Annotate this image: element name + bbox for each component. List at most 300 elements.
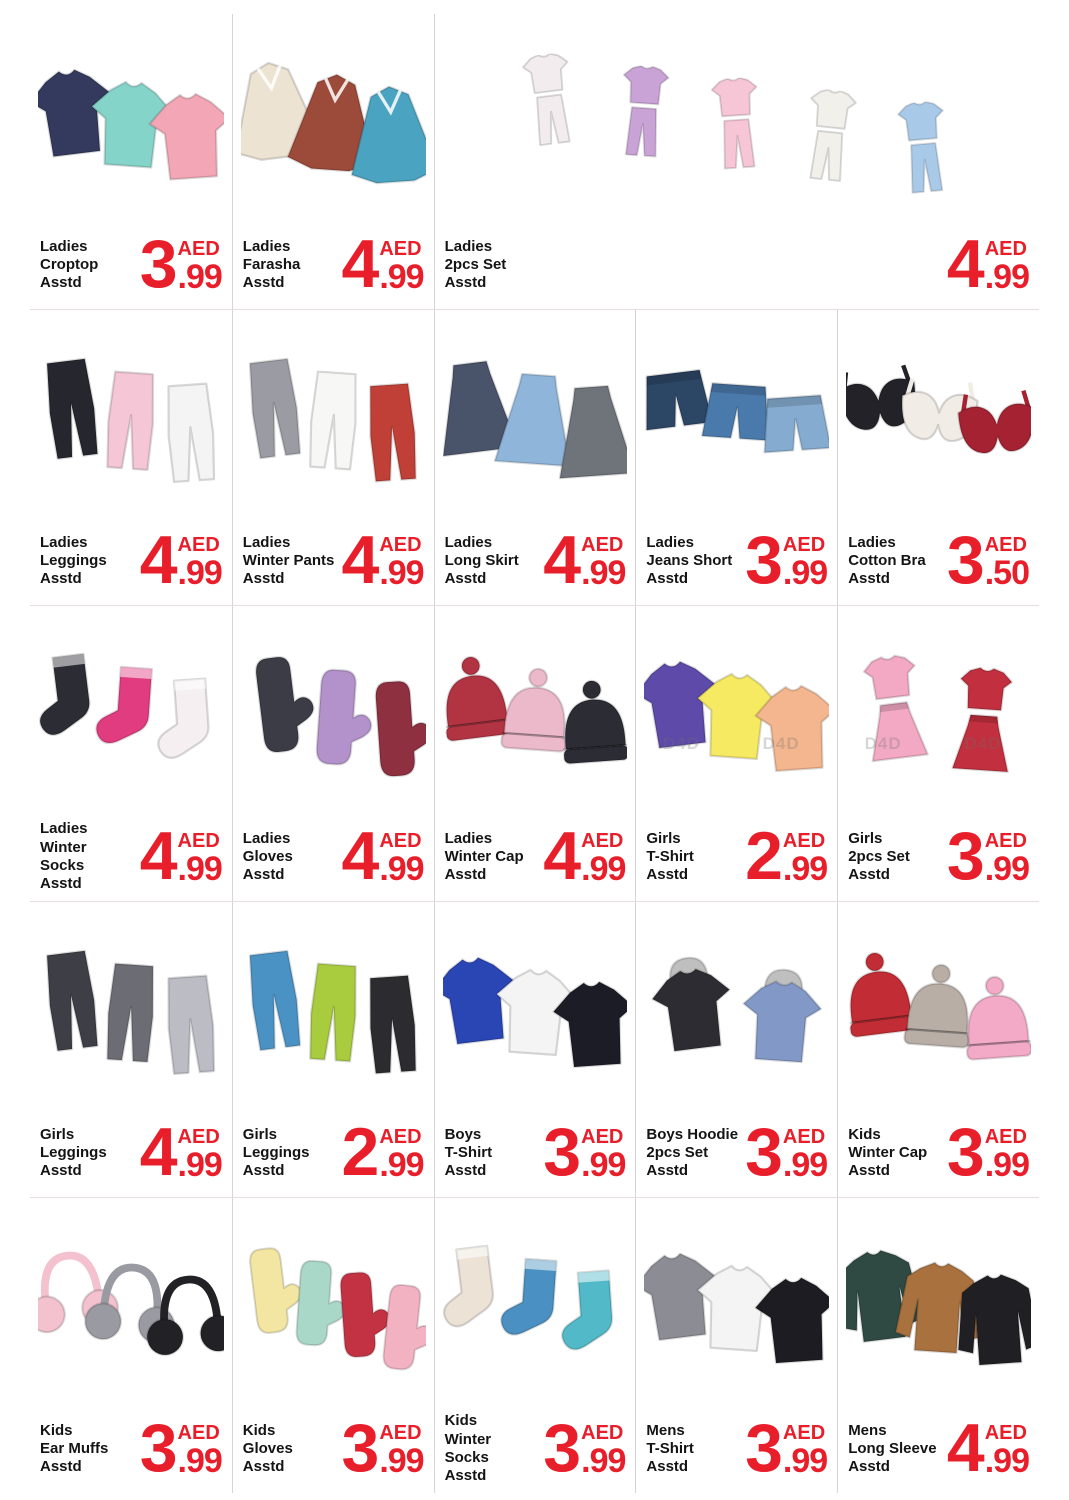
- product-card: [30, 310, 232, 605]
- product-price: [745, 522, 828, 599]
- price-side: [177, 534, 222, 592]
- product-price: [543, 1410, 626, 1487]
- product-label-line: Ladies: [242, 237, 291, 255]
- product-card: [635, 1198, 837, 1493]
- product-caption: [38, 1114, 224, 1191]
- shorts-garment-icon: [737, 373, 829, 491]
- product-caption: [241, 522, 426, 599]
- sock-garment-icon: [131, 669, 224, 788]
- price-side: [984, 238, 1029, 296]
- product-card: [635, 310, 837, 605]
- product-price: [341, 522, 424, 599]
- product-card: [434, 902, 636, 1197]
- price-currency: AED: [177, 238, 220, 260]
- product-label-line: Ladies: [444, 533, 493, 551]
- price-cents: .99: [581, 553, 626, 592]
- product-label-line: Ladies: [444, 237, 493, 255]
- price-whole: 4: [139, 1114, 175, 1191]
- product-label-line: Asstd: [40, 1458, 82, 1476]
- product-label: [646, 534, 732, 589]
- product-label-line: Asstd: [848, 1458, 890, 1476]
- price-currency: AED: [782, 1126, 826, 1148]
- bra-garment-icon: [939, 373, 1031, 491]
- glove-garment-icon: [333, 669, 425, 787]
- product-photo: [38, 20, 224, 229]
- pants-garment-icon: [333, 373, 425, 491]
- skirt-garment-icon: [535, 373, 627, 491]
- product-row: [30, 901, 1039, 1197]
- product-label-line: Asstd: [444, 1467, 487, 1485]
- photo-watermark: D4D: [762, 734, 800, 754]
- price-currency: AED: [177, 1126, 220, 1148]
- product-caption: [241, 1114, 426, 1191]
- pajama-garment-icon: [498, 48, 602, 152]
- product-label: [243, 830, 293, 885]
- product-label: [848, 1422, 936, 1477]
- product-price: [946, 226, 1029, 303]
- product-photo: [846, 316, 1031, 525]
- price-currency: AED: [177, 534, 220, 556]
- price-whole: 2: [341, 1114, 377, 1191]
- product-price: [745, 818, 828, 895]
- product-price: [139, 818, 222, 895]
- price-cents: .99: [984, 849, 1029, 888]
- product-price: [139, 1114, 222, 1191]
- product-label-line: Boys: [444, 1125, 482, 1143]
- product-label-line: Winter Cap: [444, 847, 524, 865]
- product-label: [40, 820, 134, 893]
- product-label-line: Asstd: [646, 1458, 689, 1476]
- longsleeve-garment-icon: [939, 1261, 1031, 1379]
- price-side: [379, 830, 424, 888]
- beanie-garment-icon: [535, 669, 627, 787]
- price-cents: .99: [782, 1441, 828, 1480]
- price-currency: AED: [581, 1126, 624, 1148]
- product-label: [445, 534, 519, 589]
- price-side: [581, 830, 626, 888]
- earmuff-garment-icon: [131, 1261, 224, 1380]
- price-side: [379, 1422, 424, 1480]
- product-card: [434, 310, 636, 605]
- pajama-garment-icon: [687, 75, 787, 175]
- product-label-line: Gloves: [242, 1439, 293, 1457]
- product-label-line: Gloves: [242, 847, 293, 865]
- product-row: [30, 309, 1039, 605]
- product-photo: [846, 908, 1031, 1117]
- product-row: [30, 1197, 1039, 1493]
- product-caption: [644, 1114, 829, 1191]
- price-whole: 4: [946, 1410, 982, 1487]
- price-side: [177, 1422, 222, 1480]
- price-currency: AED: [581, 830, 624, 852]
- price-whole: 4: [946, 226, 982, 303]
- product-card: [30, 902, 232, 1197]
- price-side: [379, 238, 424, 296]
- product-label: [445, 830, 524, 885]
- price-side: [984, 534, 1029, 592]
- product-label-line: Winter Cap: [848, 1143, 928, 1161]
- product-price: [745, 1114, 828, 1191]
- price-whole: 3: [745, 1410, 780, 1487]
- product-photo: [38, 316, 224, 525]
- price-cents: .99: [379, 1145, 424, 1184]
- product-label-line: Ladies: [242, 829, 291, 847]
- product-price: [543, 1114, 626, 1191]
- product-card: [837, 606, 1039, 901]
- product-label-line: Asstd: [40, 274, 82, 292]
- price-side: [782, 1126, 828, 1184]
- price-cents: .99: [379, 1441, 424, 1480]
- product-label-line: Boys Hoodie: [646, 1125, 739, 1143]
- price-side: [581, 1126, 626, 1184]
- price-side: [177, 830, 222, 888]
- price-currency: AED: [177, 1422, 220, 1444]
- product-price: [946, 818, 1029, 895]
- product-card: [232, 310, 434, 605]
- pajama-garment-icon: [779, 85, 882, 188]
- price-whole: 3: [139, 226, 175, 303]
- product-label-line: Asstd: [848, 1162, 890, 1180]
- price-currency: AED: [984, 1422, 1027, 1444]
- product-label-line: Asstd: [646, 570, 689, 588]
- product-row: [30, 14, 1039, 309]
- tshirt-garment-icon: [737, 1261, 829, 1379]
- product-label-line: Asstd: [848, 570, 890, 588]
- product-label-line: T-Shirt: [646, 1439, 694, 1457]
- photo-watermark: D4D: [662, 734, 700, 754]
- product-price: [946, 1410, 1029, 1487]
- price-cents: .99: [177, 553, 222, 592]
- price-whole: 2: [745, 818, 780, 895]
- price-whole: 3: [341, 1410, 377, 1487]
- price-whole: 3: [543, 1410, 579, 1487]
- price-currency: AED: [379, 830, 422, 852]
- price-whole: 4: [139, 818, 175, 895]
- price-side: [581, 534, 626, 592]
- product-card: [837, 902, 1039, 1197]
- product-card: [232, 902, 434, 1197]
- product-label-line: Girls: [848, 829, 883, 847]
- price-side: [782, 830, 828, 888]
- product-label-line: T-Shirt: [646, 847, 694, 865]
- pants-garment-icon: [131, 965, 224, 1084]
- set-garment-icon: [924, 663, 1031, 781]
- product-photo: [38, 612, 224, 821]
- product-label-line: Ladies: [444, 829, 493, 847]
- product-label-line: Leggings: [40, 551, 107, 569]
- price-whole: 4: [543, 522, 579, 599]
- price-currency: AED: [984, 534, 1027, 556]
- price-cents: .99: [177, 1145, 222, 1184]
- product-label-line: Asstd: [444, 274, 487, 292]
- price-cents: .99: [984, 1145, 1029, 1184]
- product-price: [341, 1410, 424, 1487]
- product-label: [40, 534, 107, 589]
- product-label-line: Kids: [848, 1125, 881, 1143]
- product-card: [232, 14, 434, 309]
- product-price: [543, 818, 626, 895]
- product-photo: [241, 20, 426, 229]
- price-whole: 4: [543, 818, 579, 895]
- product-label-line: Winter Socks: [40, 838, 87, 874]
- product-caption: [443, 1114, 628, 1191]
- product-label-line: Ladies: [646, 533, 694, 551]
- product-photo: [38, 1204, 224, 1413]
- product-label-line: 2pcs Set: [848, 847, 910, 865]
- product-label: [445, 238, 507, 293]
- price-currency: AED: [984, 1126, 1027, 1148]
- price-whole: 4: [341, 818, 377, 895]
- product-label-line: Mens: [646, 1421, 685, 1439]
- product-label-line: Asstd: [848, 866, 890, 884]
- product-label-line: Cotton Bra: [848, 551, 926, 569]
- price-side: [984, 1126, 1029, 1184]
- price-whole: 3: [745, 1114, 780, 1191]
- product-label-line: Asstd: [242, 866, 285, 884]
- price-side: [984, 1422, 1029, 1480]
- price-currency: AED: [984, 830, 1027, 852]
- product-price: [139, 1410, 222, 1487]
- price-whole: 3: [543, 1114, 579, 1191]
- product-photo: [846, 612, 1031, 821]
- product-card: [434, 606, 636, 901]
- product-photo: [644, 908, 829, 1117]
- product-caption: [38, 226, 224, 303]
- price-cents: .99: [782, 849, 828, 888]
- price-whole: 4: [341, 522, 377, 599]
- product-photo: [443, 316, 628, 525]
- product-label: [243, 1422, 293, 1477]
- product-card: [434, 14, 1039, 309]
- product-label-line: Ladies: [40, 533, 88, 551]
- product-label-line: Long Sleeve: [848, 1439, 937, 1457]
- product-card: [635, 902, 837, 1197]
- product-caption: [443, 1410, 628, 1487]
- product-label-line: Girls: [40, 1125, 75, 1143]
- product-photo: [241, 612, 426, 821]
- product-label-line: Asstd: [444, 1162, 487, 1180]
- product-label-line: Farasha: [242, 255, 301, 273]
- price-cents: .99: [581, 1145, 626, 1184]
- product-label-line: 2pcs Set: [444, 255, 507, 273]
- price-whole: 3: [139, 1410, 175, 1487]
- price-currency: AED: [782, 830, 826, 852]
- product-label-line: Mens: [848, 1421, 887, 1439]
- price-currency: AED: [581, 1422, 624, 1444]
- product-label-line: Asstd: [242, 274, 285, 292]
- product-caption: [846, 1114, 1031, 1191]
- product-label: [243, 1126, 310, 1181]
- product-label: [646, 1422, 694, 1477]
- price-currency: AED: [782, 534, 826, 556]
- product-label: [848, 534, 926, 589]
- product-label-line: Ladies: [848, 533, 896, 551]
- product-price: [946, 522, 1029, 599]
- product-label-line: 2pcs Set: [646, 1143, 709, 1161]
- price-side: [177, 238, 222, 296]
- product-label-line: Asstd: [242, 570, 285, 588]
- product-price: [341, 818, 424, 895]
- price-side: [379, 534, 424, 592]
- product-caption: [38, 818, 224, 895]
- product-price: [139, 226, 222, 303]
- product-label: [40, 1422, 108, 1477]
- product-caption: [443, 818, 628, 895]
- product-caption: [241, 226, 426, 303]
- product-label-line: Girls: [242, 1125, 277, 1143]
- price-cents: .99: [581, 1441, 626, 1480]
- price-side: [581, 1422, 626, 1480]
- product-label-line: Leggings: [242, 1143, 310, 1161]
- price-cents: .99: [177, 1441, 222, 1480]
- product-label-line: Kids: [242, 1421, 276, 1439]
- pants-garment-icon: [333, 965, 425, 1083]
- price-cents: .99: [379, 553, 424, 592]
- product-label-line: T-Shirt: [444, 1143, 493, 1161]
- product-label: [40, 238, 98, 293]
- product-caption: [644, 1410, 829, 1487]
- product-label-line: Long Skirt: [444, 551, 519, 569]
- product-label-line: Ladies: [40, 237, 88, 255]
- product-card: [635, 606, 837, 901]
- product-photo: [241, 316, 426, 525]
- price-whole: 4: [341, 226, 377, 303]
- product-card: [837, 1198, 1039, 1493]
- product-label-line: Ear Muffs: [40, 1439, 109, 1457]
- price-cents: .50: [984, 553, 1029, 592]
- product-photo: [241, 1204, 426, 1413]
- price-currency: AED: [984, 238, 1027, 260]
- price-side: [782, 534, 828, 592]
- product-card: [434, 1198, 636, 1493]
- beanie-garment-icon: [939, 965, 1031, 1083]
- price-cents: .99: [581, 849, 626, 888]
- product-caption: [241, 1410, 426, 1487]
- product-price: [543, 522, 626, 599]
- pants-garment-icon: [131, 373, 224, 492]
- tshirt-garment-icon: [131, 77, 224, 196]
- price-whole: 4: [139, 522, 175, 599]
- product-photo: [443, 612, 628, 821]
- price-side: [984, 830, 1029, 888]
- product-label-line: Asstd: [40, 1162, 82, 1180]
- price-currency: AED: [782, 1422, 826, 1444]
- product-caption: [38, 522, 224, 599]
- price-whole: 3: [946, 1114, 982, 1191]
- photo-watermark: D4D: [864, 734, 902, 754]
- price-cents: .99: [379, 257, 424, 296]
- dress-garment-icon: [333, 77, 425, 195]
- product-label: [646, 830, 694, 885]
- photo-watermark: D4D: [964, 734, 1002, 754]
- product-price: [946, 1114, 1029, 1191]
- product-label: [445, 1412, 538, 1485]
- product-label-line: Asstd: [444, 866, 487, 884]
- product-photo: [443, 908, 628, 1117]
- product-label: [40, 1126, 107, 1181]
- product-card: [837, 310, 1039, 605]
- product-label-line: Asstd: [646, 866, 689, 884]
- product-caption: [644, 818, 829, 895]
- product-label: [445, 1126, 493, 1181]
- product-label-line: Jeans Short: [646, 551, 733, 569]
- sock-garment-icon: [535, 1261, 627, 1379]
- product-label: [848, 1126, 927, 1181]
- tshirt-garment-icon: [535, 965, 627, 1083]
- product-price: [139, 522, 222, 599]
- product-photo: [644, 612, 829, 821]
- price-whole: 3: [745, 522, 780, 599]
- price-currency: AED: [379, 534, 422, 556]
- product-row: [30, 605, 1039, 901]
- product-price: [341, 226, 424, 303]
- price-currency: AED: [177, 830, 220, 852]
- product-caption: [846, 1410, 1031, 1487]
- price-currency: AED: [581, 534, 624, 556]
- product-card: [30, 1198, 232, 1493]
- product-card: [30, 606, 232, 901]
- glove-garment-icon: [345, 1272, 425, 1381]
- product-price: [341, 1114, 424, 1191]
- product-label-line: Winter Socks: [444, 1430, 492, 1466]
- product-label-line: Asstd: [444, 570, 487, 588]
- product-card: [232, 606, 434, 901]
- price-cents: .99: [782, 553, 828, 592]
- hoodie-garment-icon: [722, 959, 829, 1077]
- price-currency: AED: [379, 238, 422, 260]
- product-photo: [443, 20, 1031, 229]
- pajama-garment-icon: [873, 98, 974, 199]
- product-photo: [644, 1204, 829, 1413]
- price-whole: 3: [946, 522, 982, 599]
- product-label-line: Kids: [40, 1421, 73, 1439]
- product-caption: [443, 522, 628, 599]
- product-label: [646, 1126, 738, 1181]
- price-whole: 3: [946, 818, 982, 895]
- price-cents: .99: [177, 257, 222, 296]
- product-label-line: Ladies: [242, 533, 291, 551]
- price-side: [379, 1126, 424, 1184]
- product-price: [745, 1410, 828, 1487]
- product-label-line: Asstd: [40, 875, 82, 893]
- product-caption: [644, 522, 829, 599]
- product-label: [243, 238, 301, 293]
- product-photo: [443, 1204, 628, 1413]
- price-cents: .99: [782, 1145, 828, 1184]
- price-cents: .99: [379, 849, 424, 888]
- product-caption: [241, 818, 426, 895]
- price-cents: .99: [177, 849, 222, 888]
- product-photo: [38, 908, 224, 1117]
- product-label-line: Asstd: [242, 1162, 285, 1180]
- price-currency: AED: [379, 1126, 422, 1148]
- tshirt-garment-icon: [737, 669, 829, 787]
- product-photo: [846, 1204, 1031, 1413]
- product-caption: [38, 1410, 224, 1487]
- product-label-line: Asstd: [242, 1458, 285, 1476]
- product-card: [232, 1198, 434, 1493]
- price-currency: AED: [379, 1422, 422, 1444]
- product-caption: [846, 522, 1031, 599]
- price-side: [782, 1422, 828, 1480]
- product-label-line: Croptop: [40, 255, 99, 273]
- price-side: [177, 1126, 222, 1184]
- product-caption: [443, 226, 1031, 303]
- pajama-garment-icon: [594, 63, 694, 163]
- price-cents: .99: [984, 257, 1029, 296]
- product-label-line: Asstd: [646, 1162, 689, 1180]
- product-photo: [644, 316, 829, 525]
